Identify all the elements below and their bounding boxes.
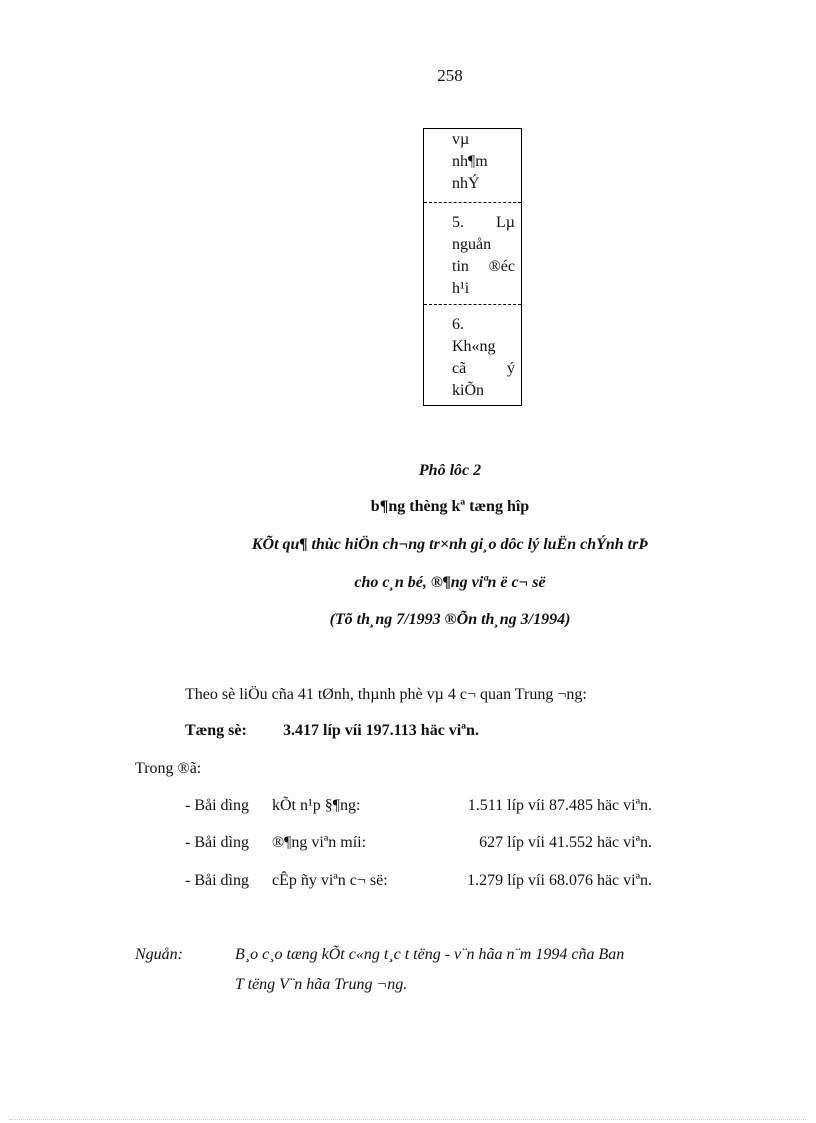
cell-line: h¹i: [452, 280, 470, 297]
cell-word: tin: [452, 258, 469, 275]
row-label: ®¶ng viªn míi:: [272, 834, 367, 851]
continued-table: [423, 128, 522, 406]
table-cell: [424, 314, 521, 402]
cell-line: kiÕn: [452, 382, 484, 399]
cell-line: 6.: [452, 316, 464, 333]
table-cell: [424, 129, 521, 195]
appendix-label: Phô lôc 2: [418, 462, 482, 479]
cell-word: Lµ: [496, 214, 515, 231]
source-line2: T tëng V¨n hãa Trung ¬ng.: [235, 976, 408, 993]
cell-line: [452, 212, 521, 234]
row-label: kÕt n¹p §¶ng:: [272, 797, 361, 814]
page-number: 258: [437, 66, 463, 85]
cell-word: 5.: [452, 214, 464, 231]
appendix-title-line2: cho c¸n bé, ®¶ng viªn ë c¬ së: [354, 574, 546, 591]
in-which-label: Trong ®ã:: [135, 760, 202, 777]
cell-line: vµ: [452, 131, 470, 148]
row-value: 1.279 líp víi 68.076 häc viªn.: [467, 872, 652, 889]
total-label: Tæng sè:: [185, 722, 247, 739]
appendix-date-range: (Tõ th¸ng 7/1993 ®Õn th¸ng 3/1994): [329, 611, 571, 628]
page-bottom-rule: [10, 1119, 806, 1120]
table-cell: [424, 212, 521, 300]
source-line1: B¸o c¸o tæng kÕt c«ng t¸c t tëng - v¨n hãa n¨m 1994 cña Ban: [235, 946, 625, 963]
cell-word: ý: [507, 360, 515, 377]
total-value: 3.417 líp víi 197.113 häc viªn.: [283, 722, 479, 739]
row-prefix: - Båi dìng: [185, 834, 249, 851]
row-prefix: - Båi dìng: [185, 797, 249, 814]
appendix-title-line1: KÕt qu¶ thùc hiÖn ch¬ng tr×nh gi¸o dôc lý luËn chÝnh trÞ: [251, 536, 649, 553]
appendix-heading: b¶ng thèng kª tæng hîp: [370, 498, 530, 515]
row-value: 627 líp víi 41.552 häc viªn.: [479, 834, 652, 851]
cell-line: Kh«ng: [452, 338, 496, 355]
cell-line: nhÝ: [452, 175, 480, 192]
row-divider: [424, 202, 521, 203]
cell-word: ®éc: [488, 258, 515, 275]
intro-paragraph: Theo sè liÖu cña 41 tØnh, thµnh phè vµ 4 c¬ quan Trung ¬ng:: [185, 686, 587, 703]
cell-word: cã: [452, 360, 467, 377]
row-value: 1.511 líp víi 87.485 häc viªn.: [467, 797, 652, 814]
row-divider: [424, 304, 521, 305]
row-prefix: - Båi dìng: [185, 872, 249, 889]
source-label: Nguån:: [135, 946, 183, 963]
cell-line: [452, 256, 521, 278]
cell-line: nguån: [452, 236, 492, 253]
row-label: cÊp ñy viªn c¬ së:: [272, 872, 388, 889]
cell-line: nh¶m: [452, 153, 488, 170]
cell-line: [452, 358, 521, 380]
